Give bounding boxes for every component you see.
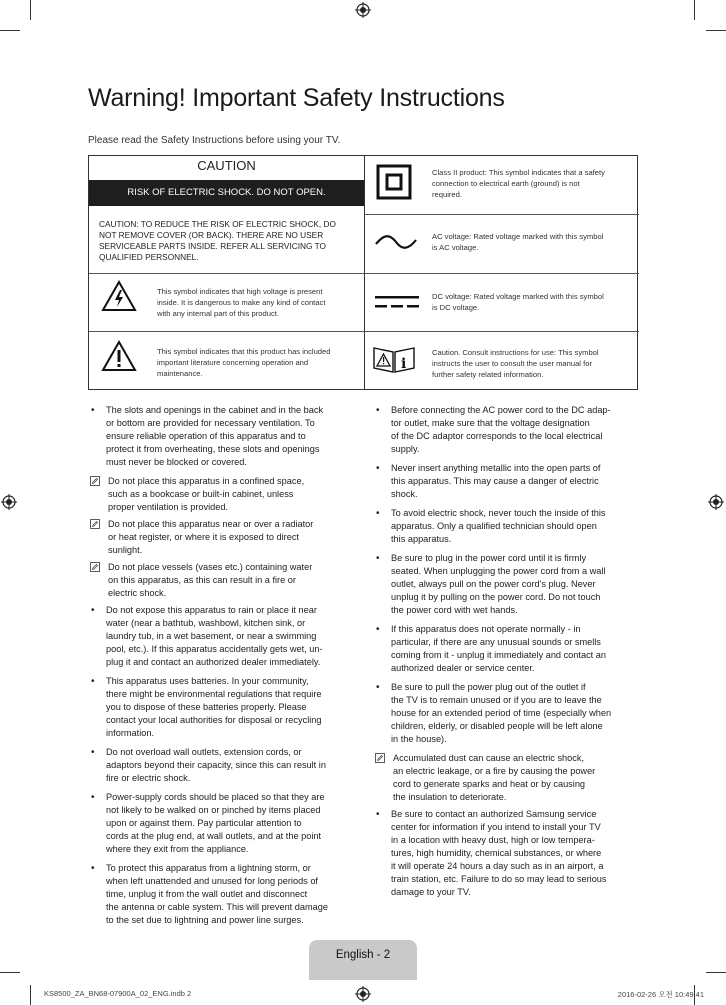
text-line: Do not place vessels (vases etc.) containing water	[108, 562, 313, 572]
bullet-item	[88, 791, 346, 856]
bullet-item	[373, 404, 639, 456]
text-line: DC voltage: Rated voltage marked with this symbol	[432, 292, 604, 301]
bullet-item	[88, 404, 346, 469]
note-pencil-icon	[90, 519, 100, 529]
instruction-list	[88, 404, 346, 927]
text-line: cord to generate sparks and heat or by causing	[393, 779, 586, 789]
text-line: Caution. Consult instructions for use: This symbol	[432, 348, 599, 357]
text-line: where they exit from the appliance.	[106, 844, 249, 854]
note-pencil-icon	[375, 753, 385, 763]
bullet-item	[88, 862, 346, 927]
note-item	[373, 752, 639, 804]
page-number-tab	[309, 940, 417, 980]
text-line: not likely to be walked on or pinched by items placed	[106, 805, 321, 815]
text-line: or bottom are provided for necessary ventilation. To	[106, 418, 315, 428]
text-line: outlet, always pull on the power cord's plug. Never	[391, 579, 596, 589]
bullet-item	[373, 507, 639, 546]
text-line: apparatus. Only a qualified technician should open	[391, 521, 597, 531]
consult-manual-icon	[372, 344, 416, 374]
text-line: ensure reliable operation of this apparatus and to	[106, 431, 306, 441]
crop-mark	[706, 30, 726, 31]
text-line: Do not place this apparatus near or over a radiator	[108, 519, 314, 529]
risk-banner: RISK OF ELECTRIC SHOCK. DO NOT OPEN.	[89, 180, 364, 206]
high-voltage-description	[157, 286, 362, 319]
text-line: • Never insert anything metallic into the open parts of	[391, 463, 601, 473]
crop-mark	[30, 0, 31, 20]
text-line: seated. When unplugging the power cord from a wall	[391, 566, 606, 576]
instruction-list	[373, 404, 639, 899]
row-divider	[364, 331, 639, 332]
bullet-item	[88, 604, 346, 669]
bullet-item	[373, 552, 639, 617]
page-label: English - 2	[335, 949, 391, 961]
text-line: Do not place this apparatus in a confined space,	[108, 476, 305, 486]
row-divider	[364, 273, 639, 274]
ac-voltage-description	[432, 231, 637, 253]
registration-mark-icon	[1, 494, 17, 510]
registration-mark-icon	[355, 986, 371, 1002]
text-line: • Do not expose this apparatus to rain or place it near	[106, 605, 317, 615]
crop-mark	[0, 30, 20, 31]
text-line: damage to your TV.	[391, 887, 471, 897]
text-line: you to dispose of these batteries properly. Please	[106, 702, 307, 712]
note-item	[88, 475, 346, 514]
left-instructions-column	[88, 404, 346, 933]
text-line: train station, etc. Failure to do so may lead to serious	[391, 874, 607, 884]
text-line: • This apparatus uses batteries. In your community,	[106, 676, 309, 686]
text-line: proper ventilation is provided.	[108, 502, 229, 512]
high-voltage-lightning-icon	[101, 280, 137, 312]
text-line: connection to electrical earth (ground) is not	[432, 179, 580, 188]
row-divider	[89, 331, 364, 332]
svg-text:i: i	[401, 356, 407, 372]
text-line: inside. It is dangerous to make any kind of contact	[157, 298, 326, 307]
page-title: Warning! Important Safety Instructions	[88, 84, 505, 112]
text-line: maintenance.	[157, 369, 203, 378]
text-line: is DC voltage.	[432, 303, 480, 312]
crop-mark	[694, 0, 695, 20]
text-line: supply.	[391, 444, 420, 454]
text-line: important literature concerning operation and	[157, 358, 309, 367]
text-line: This symbol indicates that high voltage is present	[157, 287, 323, 296]
text-line: is AC voltage.	[432, 243, 479, 252]
right-instructions-column	[373, 404, 639, 905]
text-line: the antenna or cable system. This will prevent damage	[106, 902, 328, 912]
text-line: of the DC adaptor corresponds to the local electrical	[391, 431, 603, 441]
exclamation-warning-icon	[101, 340, 137, 372]
text-line: such as a bookcase or built-in cabinet, unless	[108, 489, 294, 499]
registration-mark-icon	[708, 494, 724, 510]
text-line: shock.	[391, 489, 418, 499]
text-line: with any internal part of this product.	[157, 309, 279, 318]
text-line: This symbol indicates that this product has included	[157, 347, 331, 356]
text-line: AC voltage: Rated voltage marked with this symbol	[432, 232, 604, 241]
text-line: information.	[106, 728, 155, 738]
text-line: the insulation to deteriorate.	[393, 792, 507, 802]
text-line: to the set due to lightning and power line surges.	[106, 915, 304, 925]
caution-table	[88, 155, 638, 390]
bullet-item	[88, 746, 346, 785]
class-ii-description	[432, 167, 637, 200]
text-line: particular, if there are any unusual sounds or smells	[391, 637, 601, 647]
text-line: cords at the plug end, at wall outlets, and at the point	[106, 831, 322, 841]
text-line: must never be blocked or covered.	[106, 457, 247, 467]
text-line: time, unplug it from the wall outlet and disconnect	[106, 889, 308, 899]
text-line: in a location with heavy dust, high or low tempera-	[391, 835, 595, 845]
text-line: Class II product: This symbol indicates that a safety	[432, 168, 605, 177]
caution-line: NOT REMOVE COVER (OR BACK). THERE ARE NO USER	[99, 230, 324, 240]
intro-text: Please read the Safety Instructions before using your TV.	[88, 135, 341, 146]
text-line: this apparatus. This may cause a danger of electric	[391, 476, 599, 486]
caution-line: CAUTION: TO REDUCE THE RISK OF ELECTRIC SHOCK, DO	[99, 219, 336, 229]
bullet-item	[373, 623, 639, 675]
text-line: tures, high humidity, chemical substances, or where	[391, 848, 602, 858]
text-line: or heat register, or where it is exposed to direct	[108, 532, 299, 542]
print-slug-timestamp: 2016-02-26 오전 10:49:41	[617, 990, 704, 999]
note-item	[88, 518, 346, 557]
caution-line: QUALIFIED PERSONNEL.	[99, 252, 199, 262]
text-line: • The slots and openings in the cabinet and in the back	[106, 405, 324, 415]
caution-heading: CAUTION	[197, 158, 256, 173]
text-line: authorized dealer or service center.	[391, 663, 535, 673]
bullet-item	[88, 675, 346, 740]
class-ii-double-square-icon	[376, 164, 412, 200]
text-line: it will operate 24 hours a day such as in an airport, a	[391, 861, 604, 871]
text-line: center for information if you intend to install your TV	[391, 822, 601, 832]
row-divider	[89, 273, 364, 274]
note-item	[88, 561, 346, 600]
text-line: an electric leakage, or a fire by causing the power	[393, 766, 596, 776]
caution-line: SERVICEABLE PARTS INSIDE. REFER ALL SERVICING TO	[99, 241, 327, 251]
literature-description	[157, 346, 362, 379]
caution-statement	[99, 219, 354, 263]
text-line: required.	[432, 190, 462, 199]
text-line: • Be sure to pull the power plug out of the outlet if	[391, 682, 586, 692]
text-line: • To protect this apparatus from a lightning storm, or	[106, 863, 311, 873]
text-line: • Do not overload wall outlets, extension cords, or	[106, 747, 302, 757]
print-slug-filename: KS8500_ZA_BN68-07900A_02_ENG.indb 2	[44, 989, 192, 998]
text-line: when left unattended and unused for long periods of	[106, 876, 318, 886]
text-line: protect it from overheating, these slots and openings	[106, 444, 320, 454]
note-pencil-icon	[90, 562, 100, 572]
text-line: there might be environmental regulations that require	[106, 689, 322, 699]
registration-mark-icon	[355, 2, 371, 18]
text-line: pool, etc.). If this apparatus accidentally gets wet, un-	[106, 644, 323, 654]
text-line: plug it and contact an authorized dealer immediately.	[106, 657, 321, 667]
crop-mark	[30, 985, 31, 1005]
text-line: • To avoid electric shock, never touch the inside of this	[391, 508, 606, 518]
text-line: Accumulated dust can cause an electric shock,	[393, 753, 584, 763]
text-line: • Power-supply cords should be placed so that they are	[106, 792, 325, 802]
text-line: in the house).	[391, 734, 447, 744]
ac-voltage-wave-icon	[374, 232, 418, 252]
text-line: sunlight.	[108, 545, 143, 555]
text-line: instructs the user to consult the user manual for	[432, 359, 592, 368]
dc-voltage-icon	[374, 292, 420, 312]
text-line: water (near a bathtub, washbowl, kitchen sink, or	[106, 618, 306, 628]
text-line: coming from it - unplug it immediately and contact an	[391, 650, 606, 660]
text-line: this apparatus.	[391, 534, 452, 544]
bullet-item	[373, 681, 639, 746]
text-line: the TV is to remain unused or if you are to leave the	[391, 695, 602, 705]
text-line: upon or against them. Pay particular attention to	[106, 818, 302, 828]
text-line: tor outlet, make sure that the voltage designation	[391, 418, 590, 428]
text-line: on this apparatus, as this can result in a fire or	[108, 575, 296, 585]
text-line: laundry tub, in a wet basement, or near a swimming	[106, 631, 317, 641]
text-line: • Before connecting the AC power cord to the DC adap-	[391, 405, 611, 415]
bullet-item	[373, 808, 639, 899]
text-line: unplug it by pulling on the power cord. Do not touch	[391, 592, 601, 602]
crop-mark	[0, 972, 20, 973]
text-line: house for an extended period of time (especially when	[391, 708, 612, 718]
consult-manual-description	[432, 347, 637, 380]
text-line: • Be sure to plug in the power cord until it is firmly	[391, 553, 587, 563]
text-line: • If this apparatus does not operate normally - in	[391, 624, 581, 634]
bullet-item	[373, 462, 639, 501]
text-line: adaptors beyond their capacity, since this can result in	[106, 760, 326, 770]
text-line: the power cord with wet hands.	[391, 605, 518, 615]
text-line: fire or electric shock.	[106, 773, 191, 783]
text-line: • Be sure to contact an authorized Samsung service	[391, 809, 597, 819]
note-pencil-icon	[90, 476, 100, 486]
row-divider	[364, 214, 639, 215]
text-line: contact your local authorities for disposal or recycling	[106, 715, 322, 725]
crop-mark	[706, 972, 726, 973]
text-line: further safety related information.	[432, 370, 544, 379]
dc-voltage-description	[432, 291, 637, 313]
text-line: children, elderly, or disabled people will be left alone	[391, 721, 603, 731]
text-line: electric shock.	[108, 588, 167, 598]
